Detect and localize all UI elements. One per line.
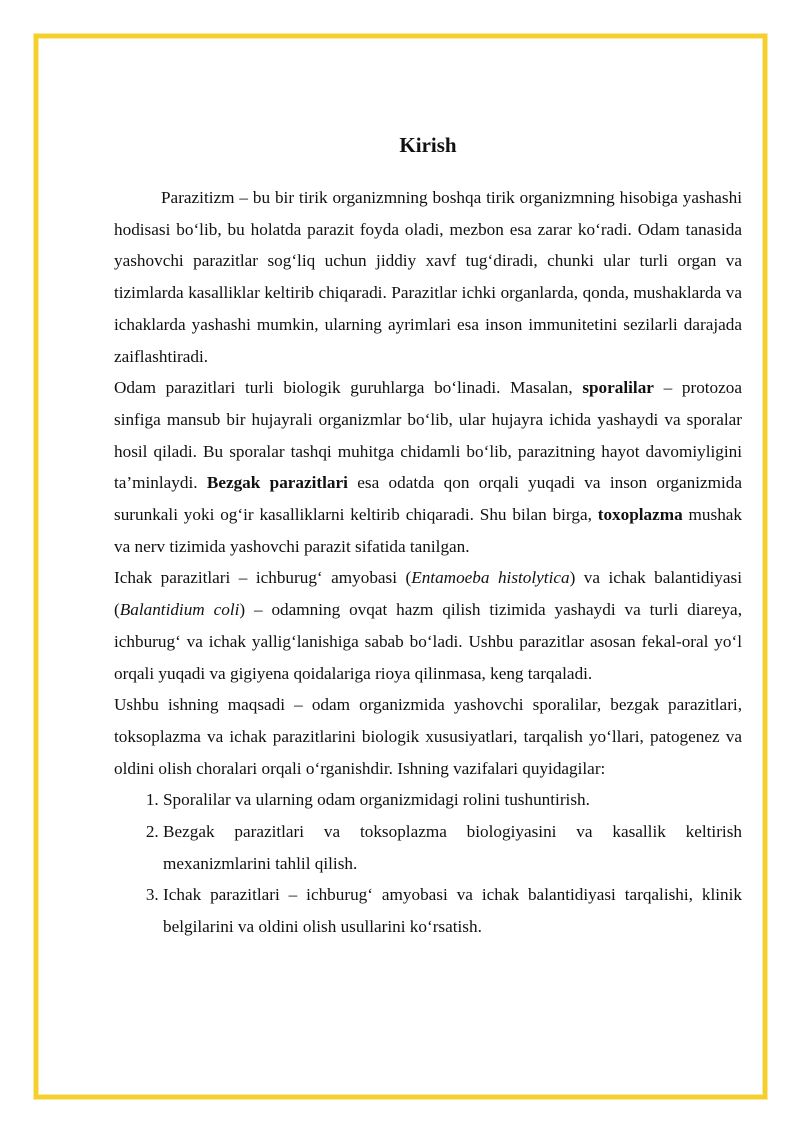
text-run: ) va ichak balantidiyasi ( [114,568,742,620]
text-run: mushak va nerv tizimida yashovchi parazit sifatida tanilgan. [114,505,743,556]
document-body [114,128,742,943]
text-run: Ichak parazitlari – ichburug‘ amyobasi ( [114,568,412,588]
paragraph-groups [114,372,742,562]
text-run: ) – odamning ovqat hazm qilish tizimida yashaydi va turli diareya, ichburug‘ va ichak yallig‘lanishiga sabab bo‘ladi. Ushbu parazitlar asosan fekal-oral yo‘l orqali yuqadi va gigiyena qoidalariga rioya qilinmasa, keng tarqaladi. [114,600,742,683]
text-run: – protozoa sinfiga mansub bir hujayrali organizmlar bo‘lib, ular hujayra ichida yashaydi va sporalar hosil qiladi. Bu sporalar tashqi muhitga chidamli bo‘lib, parazitning hayot davomiyligini ta’minlaydi. [114,378,743,493]
italic-species-entamoeba: Entamoeba histolytica [411,568,570,588]
task-list [114,784,742,943]
task-item: 2. Bezgak parazitlari va toksoplazma biologiyasini va kasallik keltirish mexanizmlarini tahlil qilish. [163,816,742,879]
paragraph-intro: Parazitizm – bu bir tirik organizmning boshqa tirik organizmning hisobiga yashashi hodisasi bo‘lib, bu holatda parazit foyda oladi, mezbon esa zarar ko‘radi. Odam tanasida yashovchi parazitlar sog‘liq uchun jiddiy xavf tug‘diradi, chunki ular turli organ va tizimlarda kasalliklar keltirib chiqaradi. Parazitlar ichki organlarda, qonda, mushaklarda va ichaklarda yashashi mumkin, ularning ayrimlari esa inson immunitetini sezilarli darajada zaiflashtiradi. [114,188,742,366]
section-title: Kirish [399,133,457,157]
task-item: 3. Ichak parazitlari – ichburug‘ amyobasi va ichak balantidiyasi tarqalishi, klinik belgilarini va oldini olish usullarini ko‘rsatish. [163,879,742,942]
paragraph-aim: Ushbu ishning maqsadi – odam organizmida yashovchi sporalilar, bezgak parazitlari, toksoplazma va ichak parazitlarini biologik xususiyatlari, tarqalish yo‘llari, patogenez va oldini olish choralari orqali o‘rganishdir. Ishning vazifalari quyidagilar: [114,695,742,778]
task-item: 1. Sporalilar va ularning odam organizmidagi rolini tushuntirish. [163,784,742,816]
text-run: esa odatda qon orqali yuqadi va inson organizmida surunkali yoki og‘ir kasalliklarni keltirib chiqaradi. Shu bilan birga, [114,473,742,525]
bold-term-toxoplazma: toxoplazma [597,505,683,525]
bold-term-sporalilar: sporalilar [582,378,654,398]
italic-species-balantidium: Balantidium coli [119,600,240,620]
paragraph-intestinal [114,562,742,689]
bold-term-bezgak: Bezgak parazitlari [206,473,348,493]
text-run: Odam parazitlari turli biologik guruhlarga bo‘linadi. Masalan, [114,378,583,398]
